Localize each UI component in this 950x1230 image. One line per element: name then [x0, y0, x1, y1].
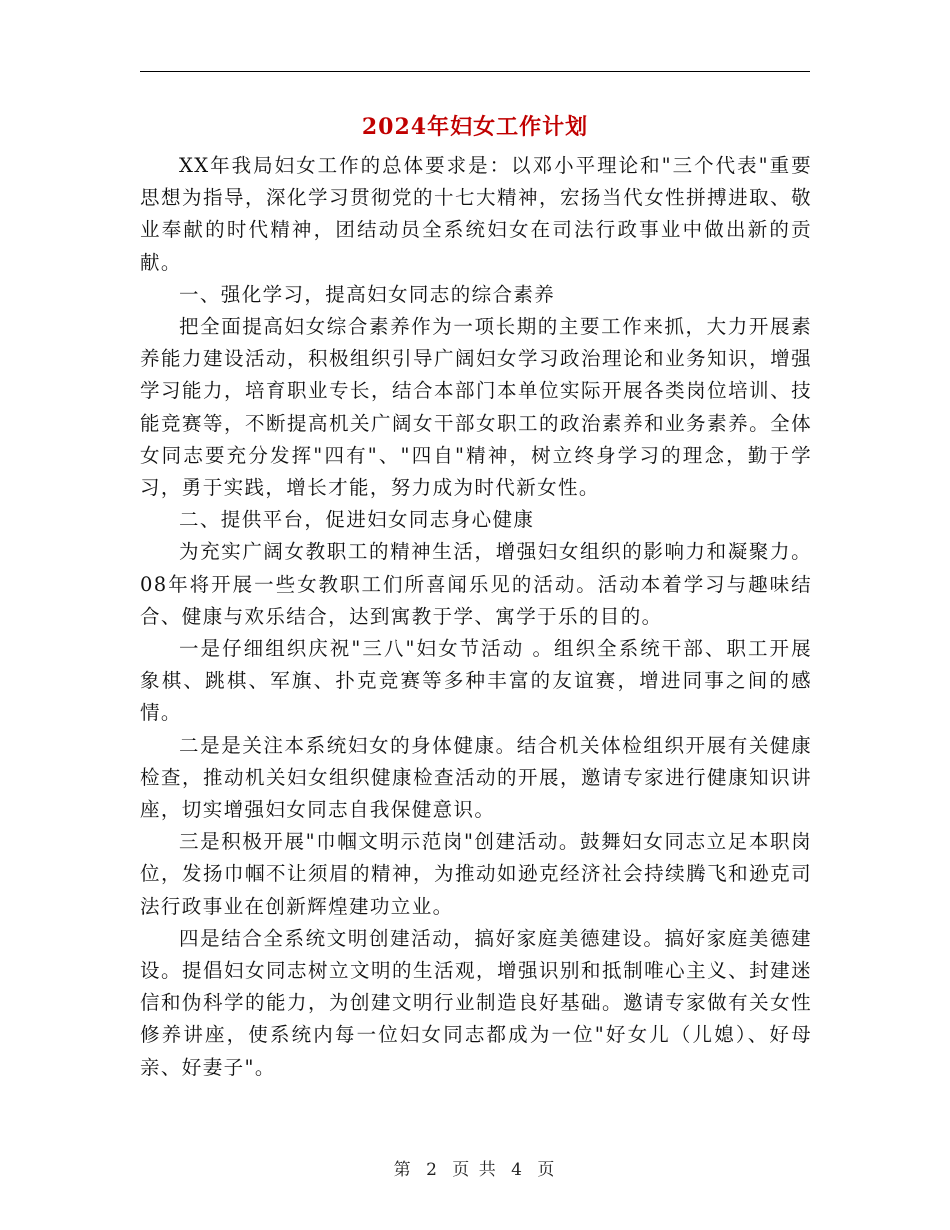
item-4-paragraph: 四是结合全系统文明创建活动，搞好家庭美德建设。搞好家庭美德建设。提倡妇女同志树立文明的生活观，增强识别和抵制唯心主义、封建迷信和伪科学的能力，为创建文明行业制造良好基础。邀请专家做有关女性修养讲座，使系统内每一位妇女同志都成为一位"好女儿（儿媳）、好母亲、好妻子"。 [140, 926, 812, 1079]
document-body [140, 150, 812, 1084]
footer-total-pages: 4 [511, 1160, 524, 1180]
document-title: 2024年妇女工作计划 [361, 114, 589, 140]
footer-prefix: 第 [393, 1160, 413, 1180]
footer-suffix: 页 [537, 1160, 557, 1180]
item-3-paragraph: 三是积极开展"巾帼文明示范岗"创建活动。鼓舞妇女同志立足本职岗位，发扬巾帼不让须眉的精神，为推动如逊克经济社会持续腾飞和逊克司法行政事业在创新辉煌建功立业。 [140, 830, 812, 918]
section-2-paragraph: 为充实广阔女教职工的精神生活，增强妇女组织的影响力和凝聚力。08年将开展一些女教职工们所喜闻乐见的活动。活动本着学习与趣味结合、健康与欢乐结合，达到寓教于学、寓学于乐的目的。 [140, 540, 812, 628]
item-1-paragraph: 一是仔细组织庆祝"三八"妇女节活动 。组织全系统干部、职工开展象棋、跳棋、军旗、扑克竞赛等多种丰富的友谊赛，增进同事之间的感情。 [140, 637, 812, 725]
section-heading-1: 一、强化学习，提高妇女同志的综合素养 [179, 282, 556, 306]
section-1-paragraph: 把全面提高妇女综合素养作为一项长期的主要工作来抓，大力开展素养能力建设活动，积极组织引导广阔妇女学习政治理论和业务知识，增强学习能力，培育职业专长，结合本部门本单位实际开展各类岗位培训、技能竞赛等，不断提高机关广阔女干部女职工的政治素养和业务素养。全体女同志要充分发挥"四有"、"四自"精神，树立终身学习的理念，勤于学习，勇于实践，增长才能，努力成为时代新女性。 [140, 315, 812, 500]
footer-mid: 页 共 [452, 1160, 498, 1180]
item-2-paragraph: 二是是关注本系统妇女的身体健康。结合机关体检组织开展有关健康检查，推动机关妇女组织健康检查活动的开展，邀请专家进行健康知识讲座，切实增强妇女同志自我保健意识。 [140, 733, 812, 822]
section-heading-2: 二、提供平台，促进妇女同志身心健康 [179, 508, 535, 532]
intro-paragraph: XX年我局妇女工作的总体要求是：以邓小平理论和"三个代表"重要思想为指导，深化学习贯彻党的十七大精神，宏扬当代女性拼搏进取、敬业奉献的时代精神，团结动员全系统妇女在司法行政事业中做出新的贡献。 [140, 154, 812, 274]
page-footer [0, 1155, 950, 1180]
header-rule [140, 71, 810, 72]
footer-current-page: 2 [426, 1160, 439, 1180]
